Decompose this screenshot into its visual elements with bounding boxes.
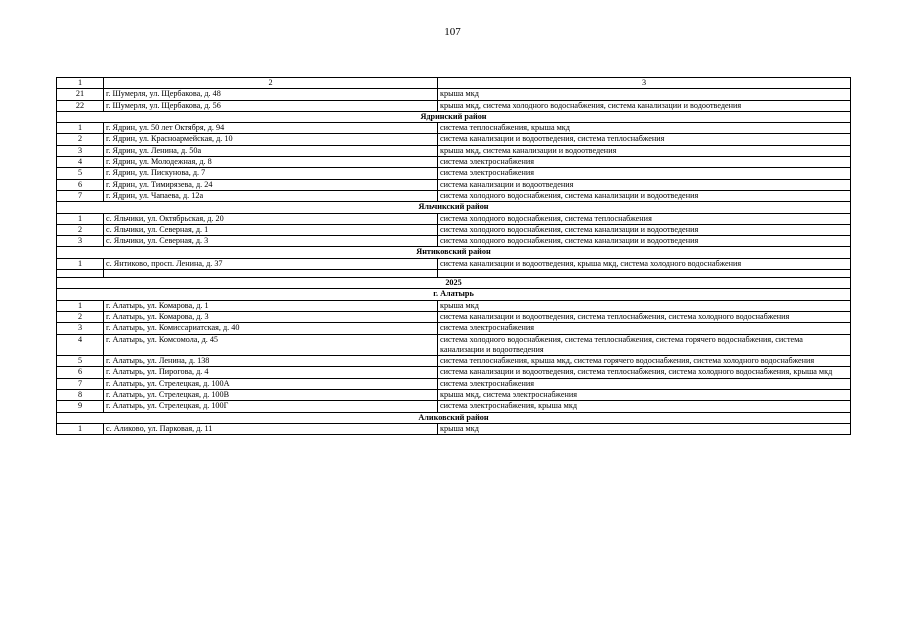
works-cell: крыша мкд xyxy=(438,300,851,311)
row-number-cell: 2 xyxy=(57,224,104,235)
row-number-cell: 5 xyxy=(57,168,104,179)
section-header-row xyxy=(57,247,851,258)
section-title: Янтиковский район xyxy=(57,247,851,258)
row-number-cell: 21 xyxy=(57,89,104,100)
row-number-cell: 1 xyxy=(57,213,104,224)
address-cell: с. Яльчики, ул. Северная, д. 3 xyxy=(104,236,438,247)
spacer-row xyxy=(57,270,851,278)
address-cell: г. Ядрин, ул. Тимирязева, д. 24 xyxy=(104,179,438,190)
works-cell: система электроснабжения, крыша мкд xyxy=(438,401,851,412)
works-cell: система холодного водоснабжения, система теплоснабжения xyxy=(438,213,851,224)
section-header-row xyxy=(57,111,851,122)
spacer-cell xyxy=(104,270,438,278)
address-cell: г. Алатырь, ул. Ленина, д. 138 xyxy=(104,356,438,367)
row-number-cell: 1 xyxy=(57,258,104,269)
address-cell: г. Ядрин, ул. Красноармейская, д. 10 xyxy=(104,134,438,145)
works-cell: система теплоснабжения, крыша мкд, система горячего водоснабжения, система холодного водоснабжения xyxy=(438,356,851,367)
address-cell: с. Янтиково, просп. Ленина, д. 37 xyxy=(104,258,438,269)
works-cell: система холодного водоснабжения, система канализации и водоотведения xyxy=(438,236,851,247)
row-number-cell: 7 xyxy=(57,378,104,389)
row-number-cell: 1 xyxy=(57,423,104,434)
column-header-works: 3 xyxy=(438,78,851,89)
table-row xyxy=(57,356,851,367)
table-row xyxy=(57,157,851,168)
spacer-cell xyxy=(438,270,851,278)
address-cell: г. Ядрин, ул. Молодежная, д. 8 xyxy=(104,157,438,168)
table-row xyxy=(57,123,851,134)
section-header-row xyxy=(57,412,851,423)
table-row xyxy=(57,213,851,224)
address-cell: г. Ядрин, ул. Пискунова, д. 7 xyxy=(104,168,438,179)
address-cell: г. Алатырь, ул. Комарова, д. 1 xyxy=(104,300,438,311)
row-number-cell: 6 xyxy=(57,179,104,190)
address-cell: г. Ядрин, ул. Ленина, д. 50а xyxy=(104,145,438,156)
address-cell: г. Ядрин, ул. Чапаева, д. 12а xyxy=(104,190,438,201)
column-header-number: 1 xyxy=(57,78,104,89)
address-cell: с. Аликово, ул. Парковая, д. 11 xyxy=(104,423,438,434)
address-cell: г. Алатырь, ул. Комсомола, д. 45 xyxy=(104,334,438,356)
row-number-cell: 7 xyxy=(57,190,104,201)
section-title: Ядринский район xyxy=(57,111,851,122)
works-cell: крыша мкд, система канализации и водоотведения xyxy=(438,145,851,156)
spacer-cell xyxy=(57,270,104,278)
works-cell: система электроснабжения xyxy=(438,378,851,389)
table-row xyxy=(57,334,851,356)
table-row xyxy=(57,236,851,247)
table-row xyxy=(57,367,851,378)
table-row xyxy=(57,323,851,334)
works-cell: крыша мкд, система электроснабжения xyxy=(438,390,851,401)
works-cell: крыша мкд, система холодного водоснабжения, система канализации и водоотведения xyxy=(438,100,851,111)
works-cell: система холодного водоснабжения, система канализации и водоотведения xyxy=(438,190,851,201)
row-number-cell: 3 xyxy=(57,323,104,334)
works-cell: крыша мкд xyxy=(438,89,851,100)
address-cell: г. Алатырь, ул. Комарова, д. 3 xyxy=(104,311,438,322)
works-cell: система канализации и водоотведения, система теплоснабжения, система холодного водоснабжения xyxy=(438,311,851,322)
row-number-cell: 9 xyxy=(57,401,104,412)
row-number-cell: 1 xyxy=(57,123,104,134)
address-cell: г. Алатырь, ул. Пирогова, д. 4 xyxy=(104,367,438,378)
works-cell: система канализации и водоотведения, система теплоснабжения, система холодного водоснабжения, крыша мкд xyxy=(438,367,851,378)
section-header-row xyxy=(57,278,851,289)
table-row xyxy=(57,401,851,412)
works-cell: система электроснабжения xyxy=(438,157,851,168)
address-cell: с. Яльчики, ул. Октябрьская, д. 20 xyxy=(104,213,438,224)
table-row xyxy=(57,258,851,269)
works-cell: система холодного водоснабжения, система теплоснабжения, система горячего водоснабжения, система канализации и водоотведения xyxy=(438,334,851,356)
section-title: Аликовский район xyxy=(57,412,851,423)
table-row xyxy=(57,423,851,434)
row-number-cell: 8 xyxy=(57,390,104,401)
row-number-cell: 3 xyxy=(57,236,104,247)
works-cell: система канализации и водоотведения xyxy=(438,179,851,190)
address-cell: г. Алатырь, ул. Комиссариатская, д. 40 xyxy=(104,323,438,334)
works-cell: система электроснабжения xyxy=(438,323,851,334)
address-cell: г. Алатырь, ул. Стрелецкая, д. 100Г xyxy=(104,401,438,412)
address-cell: г. Шумерля, ул. Щербакова, д. 56 xyxy=(104,100,438,111)
table-row xyxy=(57,300,851,311)
address-cell: г. Алатырь, ул. Стрелецкая, д. 100В xyxy=(104,390,438,401)
table-row xyxy=(57,145,851,156)
works-cell: система холодного водоснабжения, система канализации и водоотведения xyxy=(438,224,851,235)
table-row xyxy=(57,100,851,111)
works-cell: крыша мкд xyxy=(438,423,851,434)
table-row xyxy=(57,190,851,201)
section-title: г. Алатырь xyxy=(57,289,851,300)
address-cell: г. Алатырь, ул. Стрелецкая, д. 100А xyxy=(104,378,438,389)
works-cell: система теплоснабжения, крыша мкд xyxy=(438,123,851,134)
table-body xyxy=(57,78,851,435)
table-row xyxy=(57,224,851,235)
table-row xyxy=(57,89,851,100)
column-header-address: 2 xyxy=(104,78,438,89)
buildings-table xyxy=(56,77,851,435)
section-header-row xyxy=(57,289,851,300)
works-cell: система электроснабжения xyxy=(438,168,851,179)
table-row xyxy=(57,311,851,322)
row-number-cell: 2 xyxy=(57,134,104,145)
page-number: 107 xyxy=(444,26,461,38)
works-cell: система канализации и водоотведения, крыша мкд, система холодного водоснабжения xyxy=(438,258,851,269)
address-cell: г. Ядрин, ул. 50 лет Октября, д. 94 xyxy=(104,123,438,134)
works-cell: система канализации и водоотведения, система теплоснабжения xyxy=(438,134,851,145)
section-title: 2025 xyxy=(57,278,851,289)
table-row xyxy=(57,179,851,190)
table-row xyxy=(57,134,851,145)
section-header-row xyxy=(57,202,851,213)
row-number-cell: 3 xyxy=(57,145,104,156)
row-number-cell: 22 xyxy=(57,100,104,111)
table-row xyxy=(57,378,851,389)
section-title: Яльчикский район xyxy=(57,202,851,213)
row-number-cell: 1 xyxy=(57,300,104,311)
row-number-cell: 2 xyxy=(57,311,104,322)
row-number-cell: 4 xyxy=(57,157,104,168)
row-number-cell: 5 xyxy=(57,356,104,367)
table-row xyxy=(57,168,851,179)
address-cell: г. Шумерля, ул. Щербакова, д. 48 xyxy=(104,89,438,100)
table-header-row xyxy=(57,78,851,89)
row-number-cell: 4 xyxy=(57,334,104,356)
row-number-cell: 6 xyxy=(57,367,104,378)
address-cell: с. Яльчики, ул. Северная, д. 1 xyxy=(104,224,438,235)
table-row xyxy=(57,390,851,401)
